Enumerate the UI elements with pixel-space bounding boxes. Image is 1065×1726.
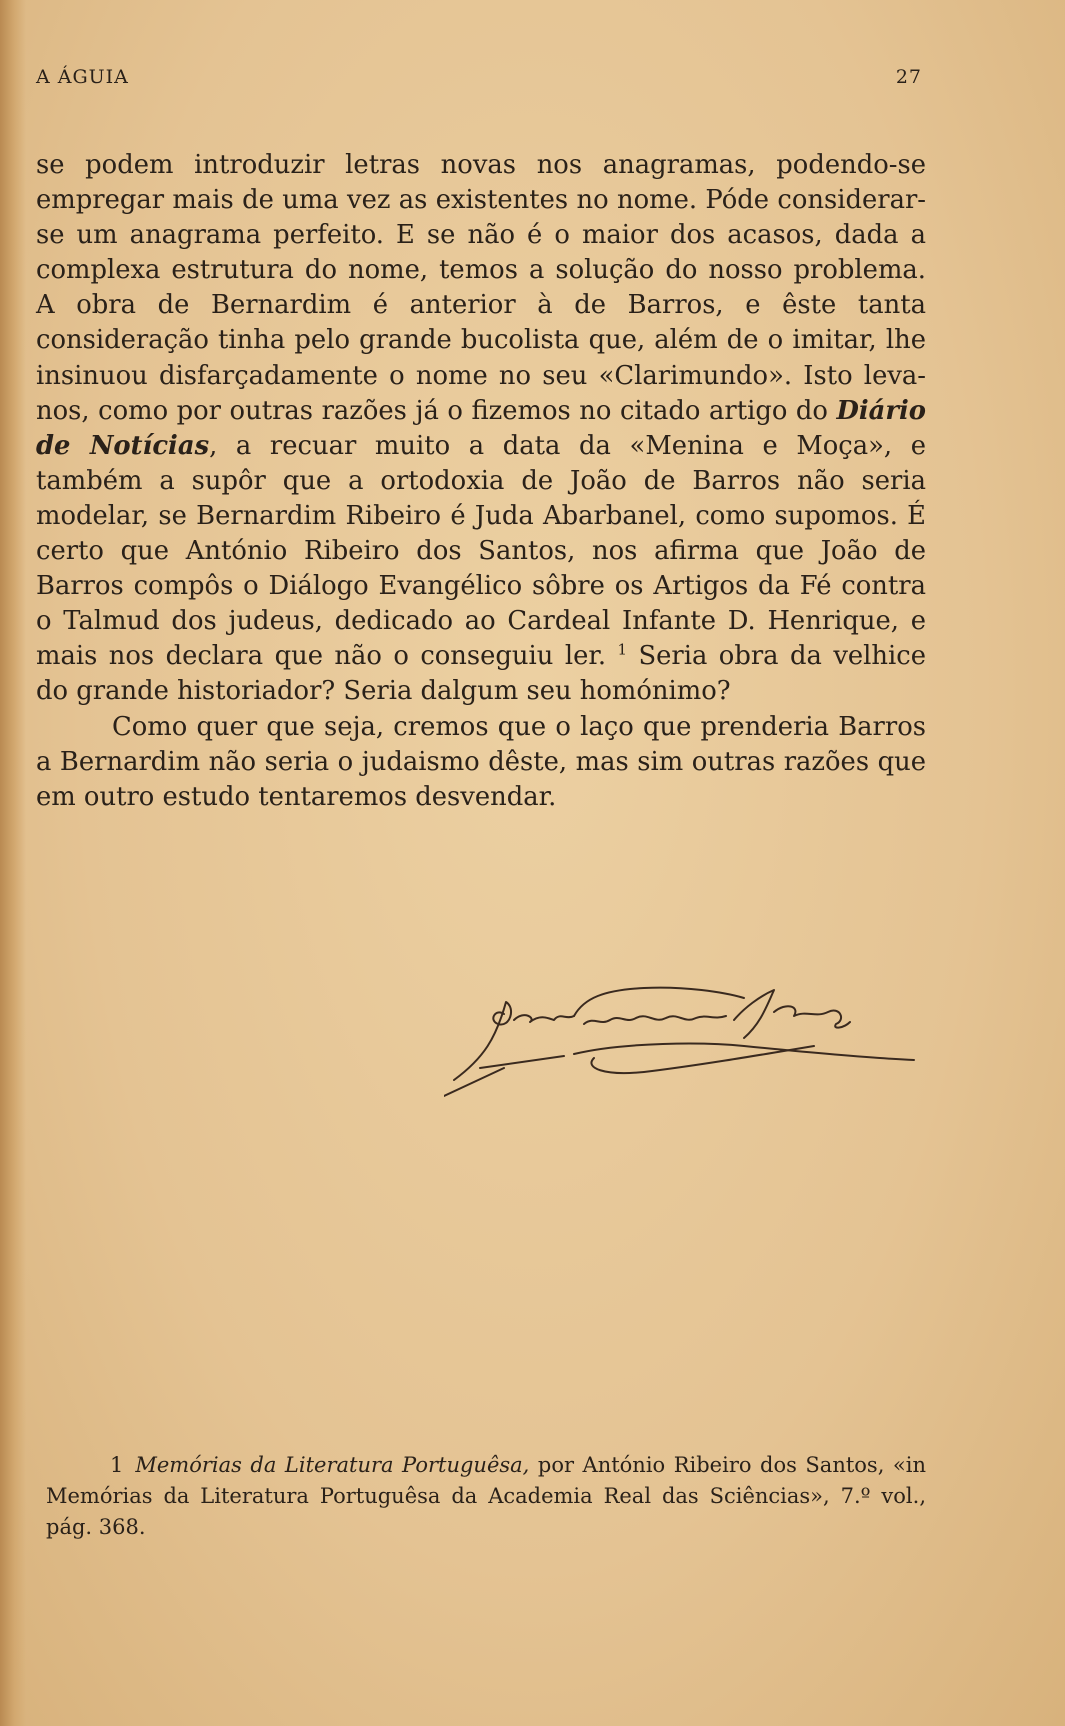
paragraph-2: Como quer que seja, cremos que o laço que prenderia Barros a Bernardim não seria o judaismo dêste, mas sim outras razões que em outro estudo tentaremos desvendar. [36, 711, 926, 812]
paragraph-1 [36, 148, 926, 710]
journal-title: A ÁGUIA [36, 66, 129, 88]
page-number: 27 [895, 66, 922, 88]
handwritten-signature [444, 968, 924, 1098]
signature-stroke-6 [774, 1006, 850, 1027]
footnote [46, 1450, 926, 1543]
footnote-number: 1 [110, 1453, 124, 1477]
paragraph-1-text-b: , a recuar muito a data da «Menina e Moça», e também a supôr que a ortodoxia de João de Barros não seria modelar, se Bernardim Ribeiro é Juda Abarbanel, como supomos. É certo que António Ribeiro dos Santos, nos afirma que João de Barros compôs o Diálogo Evangélico sôbre os Artigos da Fé contra o Talmud dos judeus, dedicado ao Cardeal Infante D. Henrique, e mais nos declara que não o conseguiu ler. [36, 430, 927, 672]
footnote-book-title: Memórias da Literatura Portuguêsa, [135, 1453, 530, 1477]
signature-stroke-2 [514, 1015, 574, 1022]
footnote-text [46, 1450, 926, 1543]
page-edge-shadow [0, 0, 26, 1726]
body-text [36, 148, 926, 815]
signature-stroke-7 [444, 1056, 564, 1096]
signature-stroke-3 [574, 988, 744, 1016]
running-head [36, 66, 922, 96]
footnote-citation: por António Ribeiro dos Santos, «in Memórias da Literatura Portuguêsa da Academia Real das Sciências», 7.º vol., pág. 368. [46, 1453, 926, 1539]
signature-stroke-4 [584, 1016, 726, 1024]
paragraph-1-text-c: Seria obra da velhice do grande historiador? Seria dalgum seu homónimo? [36, 641, 926, 707]
paragraph-1-text-a: se podem introduzir letras novas nos anagramas, podendo-se empregar mais de uma vez as existentes no nome. Póde considerar-se um anagrama perfeito. E se não é o maior dos acasos, dada a complexa estrutura do nome, temos a solução do nosso problema. A obra de Bernardim é anterior à de Barros, e êste tanta consideração tinha pelo grande bucolista que, além de o imitar, lhe insinuou disfarçadamente o nome no seu «Clarimundo». Isto leva-nos, como por outras razões já o fizemos no citado artigo do [36, 150, 926, 426]
footnote-reference: 1 [617, 640, 628, 659]
newspaper-title: Diário de Notícias [36, 395, 926, 461]
